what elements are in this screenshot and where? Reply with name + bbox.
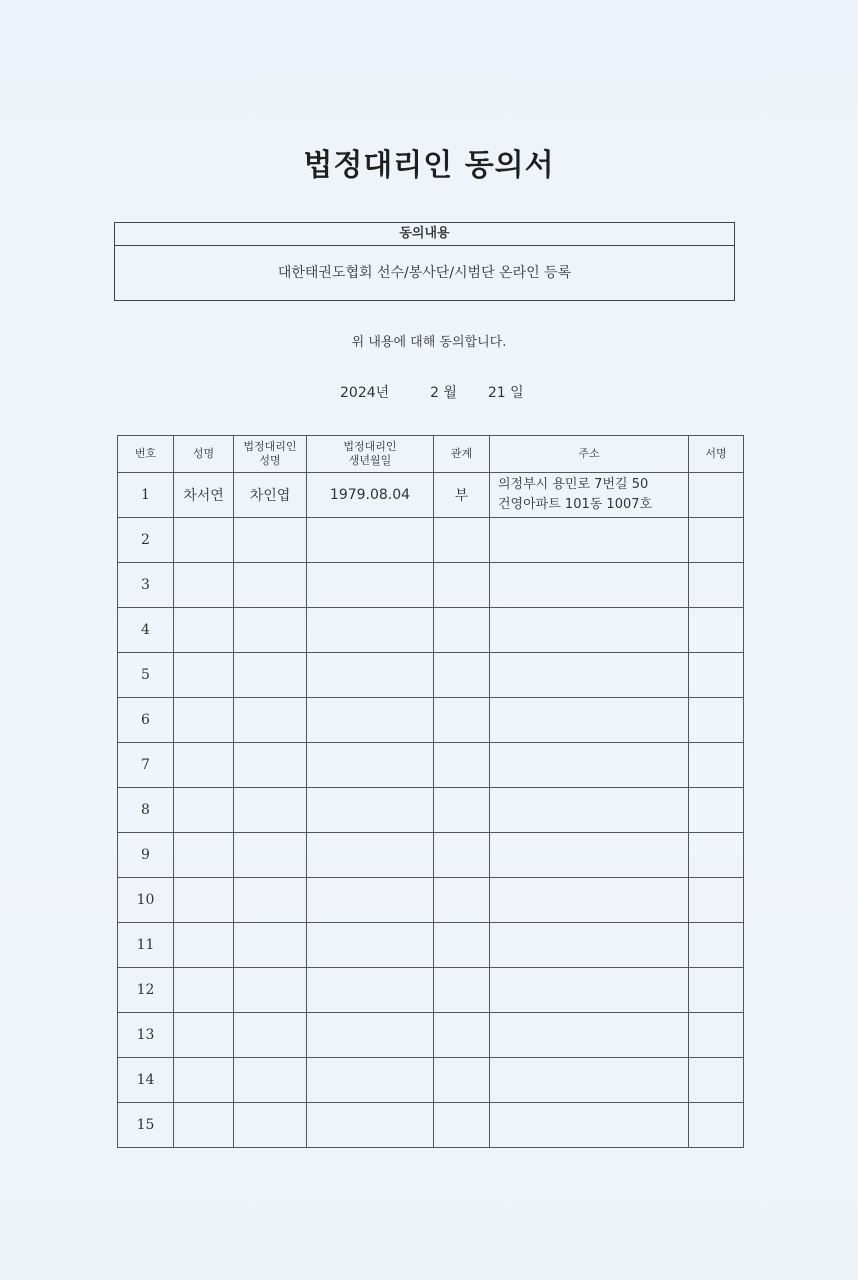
row-number: 10 <box>118 878 174 923</box>
row-relation <box>434 608 490 653</box>
row-guardian-birth <box>307 698 434 743</box>
row-number: 6 <box>118 698 174 743</box>
table-row <box>118 563 744 608</box>
row-guardian-birth <box>307 833 434 878</box>
row-guardian-birth: 1979.08.04 <box>307 473 434 518</box>
row-address <box>490 1103 689 1148</box>
header-relation: 관계 <box>434 436 490 473</box>
agreement-statement: 위 내용에 대해 동의합니다. <box>351 335 507 350</box>
row-relation <box>434 518 490 563</box>
header-address: 주소 <box>490 436 689 473</box>
row-number: 8 <box>118 788 174 833</box>
row-address <box>490 968 689 1013</box>
row-guardian-birth <box>307 608 434 653</box>
row-address-line2: 건영아파트 101동 1007호 <box>498 497 653 512</box>
row-address <box>490 743 689 788</box>
row-name <box>174 1058 234 1103</box>
row-number: 14 <box>118 1058 174 1103</box>
row-number: 15 <box>118 1103 174 1148</box>
row-name <box>174 878 234 923</box>
row-guardian-name <box>234 1058 307 1103</box>
row-relation <box>434 1013 490 1058</box>
table-row <box>118 1103 744 1148</box>
row-name: 차서연 <box>174 473 234 518</box>
row-address <box>490 1013 689 1058</box>
row-guardian-birth <box>307 878 434 923</box>
row-guardian-birth <box>307 743 434 788</box>
row-signature <box>689 743 744 788</box>
row-guardian-name <box>234 878 307 923</box>
consent-box <box>114 222 735 301</box>
row-name <box>174 833 234 878</box>
row-relation <box>434 743 490 788</box>
table-row <box>118 878 744 923</box>
header-signature: 서명 <box>689 436 744 473</box>
row-signature <box>689 563 744 608</box>
row-name <box>174 518 234 563</box>
row-guardian-name <box>234 608 307 653</box>
row-number: 13 <box>118 1013 174 1058</box>
consent-content: 대한태권도협회 선수/봉사단/시범단 온라인 등록 <box>277 265 572 281</box>
row-guardian-birth <box>307 788 434 833</box>
row-guardian-birth <box>307 563 434 608</box>
row-guardian-name <box>234 833 307 878</box>
row-guardian-birth <box>307 968 434 1013</box>
row-name <box>174 923 234 968</box>
row-signature <box>689 1058 744 1103</box>
row-name <box>174 698 234 743</box>
table-row <box>118 473 744 518</box>
header-guardian-name <box>234 436 307 473</box>
row-relation <box>434 1058 490 1103</box>
row-signature <box>689 608 744 653</box>
table-row <box>118 1013 744 1058</box>
row-guardian-birth <box>307 518 434 563</box>
row-number: 1 <box>118 473 174 518</box>
row-relation <box>434 1103 490 1148</box>
page-title: 법정대리인 동의서 <box>303 148 555 183</box>
row-address-line1: 의정부시 용민로 7번길 50 <box>498 477 649 492</box>
row-signature <box>689 788 744 833</box>
date-month: 2 월 <box>430 385 457 401</box>
table-row <box>118 788 744 833</box>
row-address <box>490 518 689 563</box>
date-day: 21 일 <box>487 385 524 401</box>
row-signature <box>689 923 744 968</box>
row-relation <box>434 788 490 833</box>
row-relation <box>434 833 490 878</box>
row-guardian-name <box>234 1013 307 1058</box>
row-address <box>490 563 689 608</box>
row-signature <box>689 1103 744 1148</box>
row-signature <box>689 698 744 743</box>
row-guardian-name <box>234 968 307 1013</box>
row-number: 12 <box>118 968 174 1013</box>
row-signature <box>689 878 744 923</box>
row-guardian-name <box>234 698 307 743</box>
row-signature <box>689 518 744 563</box>
row-number: 7 <box>118 743 174 788</box>
row-guardian-name <box>234 1103 307 1148</box>
table-row <box>118 653 744 698</box>
table-row <box>118 608 744 653</box>
row-relation <box>434 698 490 743</box>
header-guardian-birth-line1: 법정대리인 <box>343 440 397 453</box>
header-guardian-birth-line2: 생년월일 <box>348 454 392 467</box>
row-guardian-birth <box>307 1013 434 1058</box>
row-relation <box>434 563 490 608</box>
row-name <box>174 563 234 608</box>
row-guardian-name: 차인엽 <box>234 473 307 518</box>
row-guardian-name <box>234 653 307 698</box>
row-number: 5 <box>118 653 174 698</box>
row-signature <box>689 1013 744 1058</box>
row-name <box>174 788 234 833</box>
row-address <box>490 833 689 878</box>
row-name <box>174 608 234 653</box>
row-guardian-birth <box>307 1058 434 1103</box>
consent-header: 동의내용 <box>115 223 734 246</box>
row-number: 2 <box>118 518 174 563</box>
row-relation <box>434 968 490 1013</box>
row-guardian-birth <box>307 923 434 968</box>
header-number: 번호 <box>118 436 174 473</box>
table-row <box>118 833 744 878</box>
row-signature <box>689 473 744 518</box>
row-name <box>174 743 234 788</box>
table-row <box>118 968 744 1013</box>
row-relation <box>434 878 490 923</box>
header-name: 성명 <box>174 436 234 473</box>
table-row <box>118 743 744 788</box>
table-row <box>118 923 744 968</box>
row-address <box>490 653 689 698</box>
row-address <box>490 1058 689 1103</box>
row-name <box>174 1013 234 1058</box>
row-guardian-name <box>234 788 307 833</box>
row-address <box>490 878 689 923</box>
table-row <box>118 518 744 563</box>
header-guardian-name-line2: 성명 <box>259 454 281 467</box>
header-guardian-name-line1: 법정대리인 <box>243 440 297 453</box>
row-number: 11 <box>118 923 174 968</box>
row-address <box>490 473 689 518</box>
row-name <box>174 1103 234 1148</box>
consent-date <box>340 382 524 402</box>
row-relation: 부 <box>434 473 490 518</box>
row-signature <box>689 833 744 878</box>
row-number: 3 <box>118 563 174 608</box>
date-year: 2024년 <box>340 385 390 401</box>
guardian-roster-table <box>117 435 744 1148</box>
row-signature <box>689 653 744 698</box>
row-guardian-name <box>234 923 307 968</box>
table-header-row <box>118 436 744 473</box>
row-signature <box>689 968 744 1013</box>
row-guardian-name <box>234 743 307 788</box>
table-row <box>118 698 744 743</box>
row-address <box>490 608 689 653</box>
row-address <box>490 698 689 743</box>
row-relation <box>434 653 490 698</box>
row-guardian-birth <box>307 1103 434 1148</box>
row-name <box>174 653 234 698</box>
row-number: 4 <box>118 608 174 653</box>
table-row <box>118 1058 744 1103</box>
row-guardian-name <box>234 563 307 608</box>
row-guardian-birth <box>307 653 434 698</box>
header-guardian-birth <box>307 436 434 473</box>
row-address <box>490 923 689 968</box>
row-number: 9 <box>118 833 174 878</box>
row-name <box>174 968 234 1013</box>
row-guardian-name <box>234 518 307 563</box>
row-address <box>490 788 689 833</box>
row-relation <box>434 923 490 968</box>
